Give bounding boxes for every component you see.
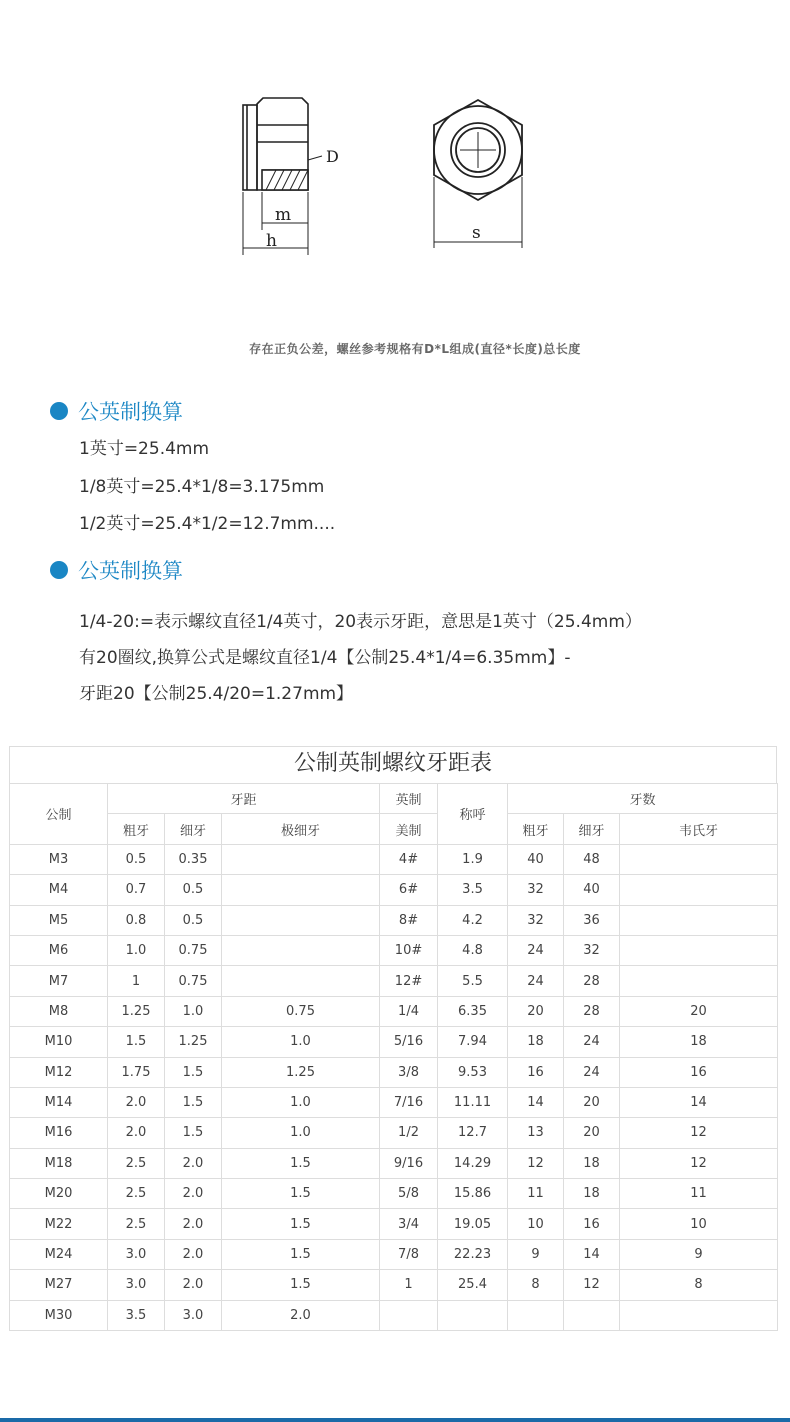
table-cell: 9 xyxy=(508,1239,564,1269)
header-imperial: 英制 xyxy=(380,784,438,814)
conversion-line: 1英寸=25.4mm xyxy=(79,439,210,459)
table-cell: 11 xyxy=(508,1179,564,1209)
table-cell: M27 xyxy=(10,1270,108,1300)
table-cell: 18 xyxy=(564,1179,620,1209)
table-cell: 4# xyxy=(380,844,438,874)
table-cell: 28 xyxy=(564,996,620,1026)
table-cell: 7/8 xyxy=(380,1239,438,1269)
header-pitch: 牙距 xyxy=(108,784,380,814)
table-row xyxy=(10,1300,778,1330)
table-cell: 36 xyxy=(564,905,620,935)
header-metric: 公制 xyxy=(10,784,108,845)
table-cell: 16 xyxy=(508,1057,564,1087)
section-title: 公英制换算 xyxy=(78,559,183,583)
header-whitworth: 韦氏牙 xyxy=(620,814,778,844)
table-cell: 9.53 xyxy=(438,1057,508,1087)
table-row xyxy=(10,1118,778,1148)
table-cell: 14 xyxy=(620,1087,778,1117)
table-cell: 3.0 xyxy=(165,1300,222,1330)
table-cell: M4 xyxy=(10,875,108,905)
table-cell: 4.2 xyxy=(438,905,508,935)
table-cell: 20 xyxy=(564,1118,620,1148)
table-cell: 12 xyxy=(508,1148,564,1178)
table-cell: 32 xyxy=(508,875,564,905)
table-cell xyxy=(380,1300,438,1330)
table-cell: 1.25 xyxy=(222,1057,380,1087)
table-cell: 1.0 xyxy=(222,1087,380,1117)
table-cell: 0.5 xyxy=(108,844,165,874)
table-cell: 1.0 xyxy=(108,935,165,965)
table-cell: 22.23 xyxy=(438,1239,508,1269)
table-cell: 5/8 xyxy=(380,1179,438,1209)
table-cell: 32 xyxy=(564,935,620,965)
table-cell: 40 xyxy=(564,875,620,905)
table-cell: M22 xyxy=(10,1209,108,1239)
table-cell: 7.94 xyxy=(438,1027,508,1057)
table-cell xyxy=(222,935,380,965)
table-cell: 2.0 xyxy=(165,1209,222,1239)
table-cell xyxy=(222,875,380,905)
conversion-line: 1/8英寸=25.4*1/8=3.175mm xyxy=(79,477,325,497)
table-cell: 24 xyxy=(508,966,564,996)
table-cell: 6.35 xyxy=(438,996,508,1026)
table-cell: 0.7 xyxy=(108,875,165,905)
header-extra-fine: 极细牙 xyxy=(222,814,380,844)
table-cell: 25.4 xyxy=(438,1270,508,1300)
table-cell: 0.75 xyxy=(165,935,222,965)
explanation-line: 牙距20【公制25.4/20=1.27mm】 xyxy=(79,684,354,704)
table-cell: 8 xyxy=(620,1270,778,1300)
thread-pitch-table xyxy=(9,746,777,1331)
table-cell: M10 xyxy=(10,1027,108,1057)
label-m: m xyxy=(275,205,292,225)
table-cell xyxy=(222,844,380,874)
table-cell: 1/2 xyxy=(380,1118,438,1148)
table-cell: 1.0 xyxy=(165,996,222,1026)
table-cell: 0.75 xyxy=(165,966,222,996)
table-cell: 8# xyxy=(380,905,438,935)
nut-technical-drawing xyxy=(0,80,790,270)
table-cell: M8 xyxy=(10,996,108,1026)
table-cell: 2.0 xyxy=(108,1118,165,1148)
table-cell: 11 xyxy=(620,1179,778,1209)
table-cell: 12 xyxy=(620,1148,778,1178)
label-d: D xyxy=(326,147,339,166)
header-tpi: 牙数 xyxy=(508,784,778,814)
table-cell: 2.0 xyxy=(165,1270,222,1300)
table-cell xyxy=(620,844,778,874)
table-cell xyxy=(222,966,380,996)
table-cell: 15.86 xyxy=(438,1179,508,1209)
tolerance-note: 存在正负公差，螺丝参考规格有D*L组成(直径*长度)总长度 xyxy=(249,342,581,356)
table-cell: 19.05 xyxy=(438,1209,508,1239)
table-cell: 1.9 xyxy=(438,844,508,874)
table-cell: 0.5 xyxy=(165,875,222,905)
table-cell: M12 xyxy=(10,1057,108,1087)
table-cell: 4.8 xyxy=(438,935,508,965)
table-cell: 14 xyxy=(564,1239,620,1269)
table-row xyxy=(10,1239,778,1269)
table-cell: 1 xyxy=(108,966,165,996)
table-cell: 9 xyxy=(620,1239,778,1269)
table-title: 公制英制螺纹牙距表 xyxy=(9,746,777,783)
table-cell: 48 xyxy=(564,844,620,874)
table-row xyxy=(10,1087,778,1117)
header-tpi-coarse: 粗牙 xyxy=(508,814,564,844)
explanation-line: 1/4-20:=表示螺纹直径1/4英寸，20表示牙距，意思是1英寸（25.4mm） xyxy=(79,612,642,632)
table-cell: 0.5 xyxy=(165,905,222,935)
header-american: 美制 xyxy=(380,814,438,844)
table-cell: 12# xyxy=(380,966,438,996)
label-h: h xyxy=(266,231,277,251)
explanation-line: 有20圈纹,换算公式是螺纹直径1/4【公制25.4*1/4=6.35mm】- xyxy=(79,648,571,668)
table-row xyxy=(10,1148,778,1178)
table-cell: 5/16 xyxy=(380,1027,438,1057)
table-cell: M20 xyxy=(10,1179,108,1209)
table-cell xyxy=(620,966,778,996)
nut-side-flange xyxy=(243,105,257,190)
table-cell: 2.0 xyxy=(165,1179,222,1209)
table-cell: 2.5 xyxy=(108,1179,165,1209)
table-cell: 2.5 xyxy=(108,1148,165,1178)
table-cell: 20 xyxy=(564,1087,620,1117)
table-cell: 18 xyxy=(508,1027,564,1057)
section-title: 公英制换算 xyxy=(78,400,183,424)
table-cell: 40 xyxy=(508,844,564,874)
table-cell: 1.5 xyxy=(222,1179,380,1209)
table-cell xyxy=(620,1300,778,1330)
table-row xyxy=(10,1270,778,1300)
table-row xyxy=(10,996,778,1026)
table-cell: 1.5 xyxy=(222,1209,380,1239)
table-cell: 3.5 xyxy=(438,875,508,905)
table-row xyxy=(10,844,778,874)
table-cell: 24 xyxy=(564,1057,620,1087)
table-cell: 1/4 xyxy=(380,996,438,1026)
table-cell: 18 xyxy=(620,1027,778,1057)
table-cell: M18 xyxy=(10,1148,108,1178)
table-cell: M5 xyxy=(10,905,108,935)
table-cell: 3.0 xyxy=(108,1270,165,1300)
table-cell: 20 xyxy=(620,996,778,1026)
label-s: s xyxy=(472,223,481,243)
table-row xyxy=(10,1209,778,1239)
table-cell: 13 xyxy=(508,1118,564,1148)
table-cell: M24 xyxy=(10,1239,108,1269)
table-cell: 14 xyxy=(508,1087,564,1117)
bottom-accent-line xyxy=(0,1418,790,1422)
header-fine: 细牙 xyxy=(165,814,222,844)
table-cell: 7/16 xyxy=(380,1087,438,1117)
table-row xyxy=(10,966,778,996)
table-cell: 10 xyxy=(620,1209,778,1239)
table-cell: 10# xyxy=(380,935,438,965)
bullet-dot-icon xyxy=(50,561,68,579)
table-cell: 12 xyxy=(564,1270,620,1300)
table-cell: 1.0 xyxy=(222,1118,380,1148)
table-cell: 2.5 xyxy=(108,1209,165,1239)
table-cell: 18 xyxy=(564,1148,620,1178)
table-cell: 0.75 xyxy=(222,996,380,1026)
table-cell: 1.5 xyxy=(108,1027,165,1057)
table-cell: 3/8 xyxy=(380,1057,438,1087)
table-cell: 3.5 xyxy=(108,1300,165,1330)
table-cell: 9/16 xyxy=(380,1148,438,1178)
table-cell xyxy=(222,905,380,935)
table-body xyxy=(10,844,778,1330)
table-cell: 24 xyxy=(508,935,564,965)
table-cell: 16 xyxy=(564,1209,620,1239)
table-cell xyxy=(620,875,778,905)
header-name: 称呼 xyxy=(438,784,508,845)
table-cell xyxy=(438,1300,508,1330)
table-cell: 14.29 xyxy=(438,1148,508,1178)
section-conversion-1 xyxy=(50,396,183,426)
table-row xyxy=(10,875,778,905)
table-cell: 2.0 xyxy=(165,1148,222,1178)
table-cell: M16 xyxy=(10,1118,108,1148)
table-cell: 3.0 xyxy=(108,1239,165,1269)
table-cell: 2.0 xyxy=(108,1087,165,1117)
table-cell: 3/4 xyxy=(380,1209,438,1239)
table-row xyxy=(10,1027,778,1057)
table-cell: 28 xyxy=(564,966,620,996)
table-cell: 6# xyxy=(380,875,438,905)
table-cell: M3 xyxy=(10,844,108,874)
table-cell: M14 xyxy=(10,1087,108,1117)
table-cell xyxy=(620,905,778,935)
table-cell: 12.7 xyxy=(438,1118,508,1148)
section-conversion-2 xyxy=(50,555,183,585)
table-cell: 1.25 xyxy=(165,1027,222,1057)
header-tpi-fine: 细牙 xyxy=(564,814,620,844)
table-cell: 1.5 xyxy=(222,1239,380,1269)
table-cell xyxy=(508,1300,564,1330)
table-row xyxy=(10,1179,778,1209)
table-row xyxy=(10,935,778,965)
table-cell: 12 xyxy=(620,1118,778,1148)
table-cell: 2.0 xyxy=(165,1239,222,1269)
table-cell: 16 xyxy=(620,1057,778,1087)
table-cell: 1.5 xyxy=(165,1118,222,1148)
table-row xyxy=(10,905,778,935)
table-cell: 32 xyxy=(508,905,564,935)
table-cell: 1.5 xyxy=(222,1270,380,1300)
table-cell: 0.35 xyxy=(165,844,222,874)
header-coarse: 粗牙 xyxy=(108,814,165,844)
table-cell: 0.8 xyxy=(108,905,165,935)
conversion-line: 1/2英寸=25.4*1/2=12.7mm.... xyxy=(79,514,336,534)
table-cell: 1.75 xyxy=(108,1057,165,1087)
table-cell: 1 xyxy=(380,1270,438,1300)
table-cell: 1.5 xyxy=(165,1057,222,1087)
table-cell: 1.5 xyxy=(222,1148,380,1178)
table-cell: 1.25 xyxy=(108,996,165,1026)
table-cell: 8 xyxy=(508,1270,564,1300)
table-cell xyxy=(620,935,778,965)
table-cell: M6 xyxy=(10,935,108,965)
table-row xyxy=(10,1057,778,1087)
table-cell: 24 xyxy=(564,1027,620,1057)
table-cell: 5.5 xyxy=(438,966,508,996)
table-cell: 20 xyxy=(508,996,564,1026)
table-cell: 2.0 xyxy=(222,1300,380,1330)
table-cell: 1.0 xyxy=(222,1027,380,1057)
table-cell: M7 xyxy=(10,966,108,996)
table-cell: 1.5 xyxy=(165,1087,222,1117)
table-cell: 11.11 xyxy=(438,1087,508,1117)
table-cell: M30 xyxy=(10,1300,108,1330)
table-cell: 10 xyxy=(508,1209,564,1239)
bullet-dot-icon xyxy=(50,402,68,420)
table-cell xyxy=(564,1300,620,1330)
